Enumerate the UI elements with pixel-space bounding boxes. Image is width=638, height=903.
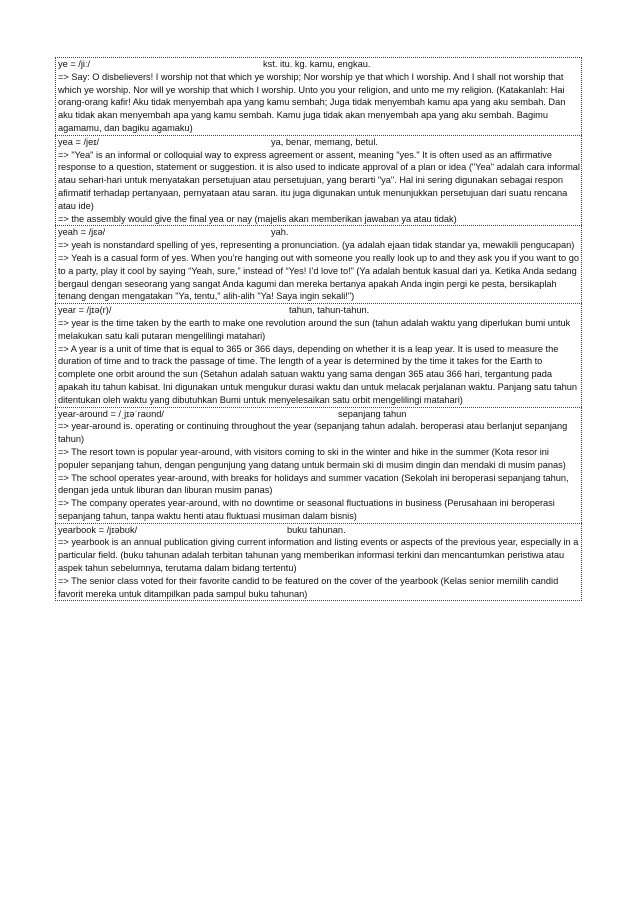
entry-yeah <box>55 225 582 303</box>
entry-line: => The senior class voted for their favorite candid to be featured on the cover of the yearbook (Kelas senior memilih candid favorit mereka untuk ditampilkan pada sampul buku tahunan) <box>58 575 559 599</box>
entry-header <box>58 524 580 537</box>
entry-line: => The school operates year-around, with breaks for holidays and summer vacation (Sekolah ini beroperasi sepanjang tahun, dengan jeda untuk liburan dan liburan musim panas) <box>58 472 569 496</box>
entry-yearbook <box>55 523 582 602</box>
entry-year <box>55 303 582 406</box>
entry-meaning: kst. itu. kg. kamu, engkau. <box>263 59 371 69</box>
entry-line: => "Yea" is an informal or colloquial way to express agreement or assent, meaning "yes." It is often used as an affirmative response to a question, statement or suggestion. it is also used to indicate approval of a plan or idea ("Yea" adalah cara informal atau sehari-hari untuk menyatakan persetujuan atau persetujuan, yang berarti "ya". Hal ini sering digunakan sebagai respon afirmatif terhadap pertanyaan, pernyataan atau saran. itu juga digunakan untuk menunjukkan persetujuan dari suatu rencana atau ide) <box>58 149 580 211</box>
entry-yea <box>55 135 582 226</box>
entry-line: => year is the time taken by the earth to make one revolution around the sun (tahun adalah waktu yang diperlukan bumi untuk melakukan satu kali putaran mengelilingi matahari) <box>58 317 571 341</box>
entry-line: => Yeah is a casual form of yes. When you’re hanging out with someone you really look up to and they ask you if you want to go to a party, play it cool by saying “Yeah, sure,” instead of “Yes! I’d love to!” (Ya adalah bentuk kasual dari ya. Ketika Anda sedang bergaul dengan seseorang yang sangat Anda kagumi dan mereka bertanya apakah Anda ingin pergi ke pesta, bersikaplah tenang dengan mengatakan "Ya, tentu," alih-alih "Ya! Saya ingin sekali!") <box>58 252 579 302</box>
entry-term: ye = /jiː/ <box>58 59 91 69</box>
entry-line: => The company operates year-around, with no downtime or seasonal fluctuations in business (Perusahaan ini beroperasi sepanjang tahun, tanpa waktu henti atau fluktuasi musiman dalam bisnis) <box>58 498 555 521</box>
entry-line: => yearbook is an annual publication giving current information and listing events or aspects of the previous year, especially in a particular field. (buku tahunan adalah terbitan tahunan yang memberikan informasi terkini dan mencantumkan peristiwa atau aspek tahun sebelumnya, terutama dalam bidang tertentu) <box>58 537 579 574</box>
entry-line: => year-around is. operating or continuing throughout the year (sepanjang tahun adalah. beroperasi atau berlanjut sepanjang tahun) <box>58 421 568 445</box>
entry-meaning: ya, benar, memang, betul. <box>271 136 378 147</box>
entry-line: => the assembly would give the final yea or nay (majelis akan memberikan jawaban ya atau tidak) <box>58 213 457 224</box>
dictionary-document <box>55 57 582 601</box>
entry-line: => Say: O disbelievers! I worship not that which ye worship; Nor worship ye that which I worship. And I shall not worship that which ye worship. Nor will ye worship that which I worship. Unto you your religion, and unto me my religion. (Katakanlah: Hai orang-orang kafir! Aku tidak menyembah apa yang kamu sembah; Juga tidak menyembah kamu apa yang aku sembah. Dan aku tidak akan menyembah apa yang kamu sembah. Kamu juga tidak akan menyembah apa yang aku sembah. Bagimu agamamu, dan bagiku agamaku) <box>58 71 566 133</box>
entry-header <box>58 58 580 71</box>
entry-meaning: sepanjang tahun <box>338 408 407 419</box>
entry-year-around <box>55 407 582 523</box>
entry-header <box>58 136 580 149</box>
entry-line: => The resort town is popular year-around, with visitors coming to ski in the winter and hike in the summer (Kota resor ini populer sepanjang tahun, dengan pengunjung yang datang untuk bermain ski di musim dingin dan mendaki di musim panas) <box>58 446 566 470</box>
entry-line: => yeah is nonstandard spelling of yes, representing a pronunciation. (ya adalah ejaan tidak standar ya, mewakili pengucapan) <box>58 240 575 251</box>
entry-term: yea = /jeɪ/ <box>58 136 100 147</box>
entry-meaning: tahun, tahun-tahun. <box>289 305 370 316</box>
entry-line: => A year is a unit of time that is equal to 365 or 366 days, depending on whether it is a leap year. It is used to measure the duration of time and to track the passage of time. The length of a year is determined by the time it takes for the Earth to complete one orbit around the sun (Setahun adalah satuan waktu yang sama dengan 365 atau 366 hari, tergantung pada apakah itu tahun kabisat. Ini digunakan untuk mengukur durasi waktu dan untuk melacak perjalanan waktu. Panjang satu tahun ditentukan oleh waktu yang dibutuhkan Bumi untuk menyelesaikan satu orbit mengelilingi matahari) <box>58 343 577 405</box>
entry-meaning: buku tahunan. <box>287 524 346 535</box>
entry-ye <box>55 57 582 135</box>
entry-meaning: yah. <box>271 227 289 238</box>
entry-term: year = /jɪə(r)/ <box>58 305 112 316</box>
entry-header <box>58 226 580 239</box>
entry-term: yearbook = /jɪəbʊk/ <box>58 524 138 535</box>
entry-term: yeah = /jɛə/ <box>58 227 106 238</box>
entry-term: year-around = /ˌjɪəˈraʊnd/ <box>58 408 164 419</box>
entry-header <box>58 408 580 421</box>
entry-header <box>58 304 580 317</box>
